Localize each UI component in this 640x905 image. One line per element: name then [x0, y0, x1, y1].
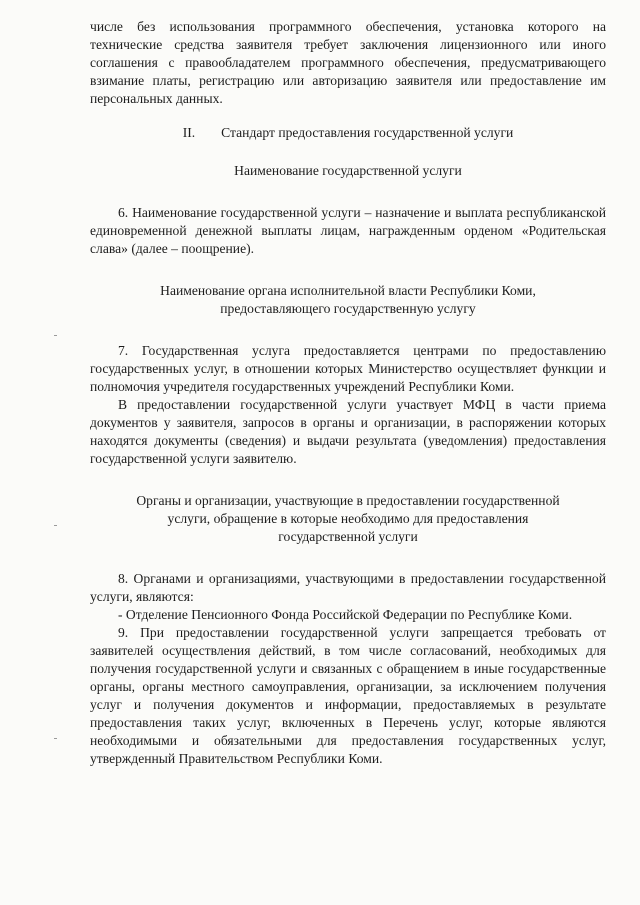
heading-participating-orgs-line2: услуги, обращение в которые необходимо для предоставления	[167, 511, 529, 526]
scan-speck	[54, 738, 57, 739]
section-title: Стандарт предоставления государственной услуги	[221, 125, 514, 140]
heading-participating-orgs	[90, 492, 606, 546]
paragraph-9: 9. При предоставлении государственной услуги запрещается требовать от заявителей осуществления действий, в том числе согласований, необходимых для получения государственной услуги и связанных с обращением в иные государственные органы, органы местного самоуправления, организации, за исключением получения услуг и получения документов и информации, предоставляемых в результате предоставления таких услуг, включенных в Перечень услуг, которые являются необходимыми и обязательными для предоставления государственных услуг, утвержденный Правительством Республики Коми.	[90, 625, 606, 766]
section-number: II.	[182, 125, 196, 140]
section-heading	[90, 124, 606, 142]
heading-executive-organ	[90, 282, 606, 318]
paragraph-6: 6. Наименование государственной услуги – назначение и выплата республиканской единовременной денежной выплаты лицам, награжденным орденом «Родительская слава» (далее – поощрение).	[90, 205, 606, 256]
paragraph-7-mfc: В предоставлении государственной услуги участвует МФЦ в части приема документов у заявителя, запросов в органы и организации, в распоряжении которых находятся документы (сведения) и выдачи результата (уведомления) предоставления государственной услуги заявителю.	[90, 397, 606, 466]
paragraph-8-list-item: - Отделение Пенсионного Фонда Российской Федерации по Республике Коми.	[118, 607, 573, 622]
heading-executive-organ-line1: Наименование органа исполнительной власти Республики Коми,	[160, 283, 536, 298]
heading-executive-organ-line2: предоставляющего государственную услугу	[220, 301, 476, 316]
heading-service-name: Наименование государственной услуги	[234, 163, 462, 178]
scan-speck	[54, 335, 57, 336]
heading-participating-orgs-line1: Органы и организации, участвующие в предоставлении государственной	[136, 493, 560, 508]
intro-paragraph: числе без использования программного обеспечения, установка которого на технические средства заявителя требует заключения лицензионного или иного соглашения с правообладателем программного обеспечения, предусматривающего взимание платы, регистрацию или авторизацию заявителя или предоставление им персональных данных.	[90, 19, 606, 106]
paragraph-8: 8. Органами и организациями, участвующими в предоставлении государственной услуги, являются:	[90, 571, 606, 604]
heading-participating-orgs-line3: государственной услуги	[278, 529, 418, 544]
scan-speck	[54, 525, 57, 526]
paragraph-7: 7. Государственная услуга предоставляется центрами по предоставлению государственных услуг, в отношении которых Министерство осуществляет функции и полномочия учредителя государственных учреждений Республики Коми.	[90, 343, 606, 394]
